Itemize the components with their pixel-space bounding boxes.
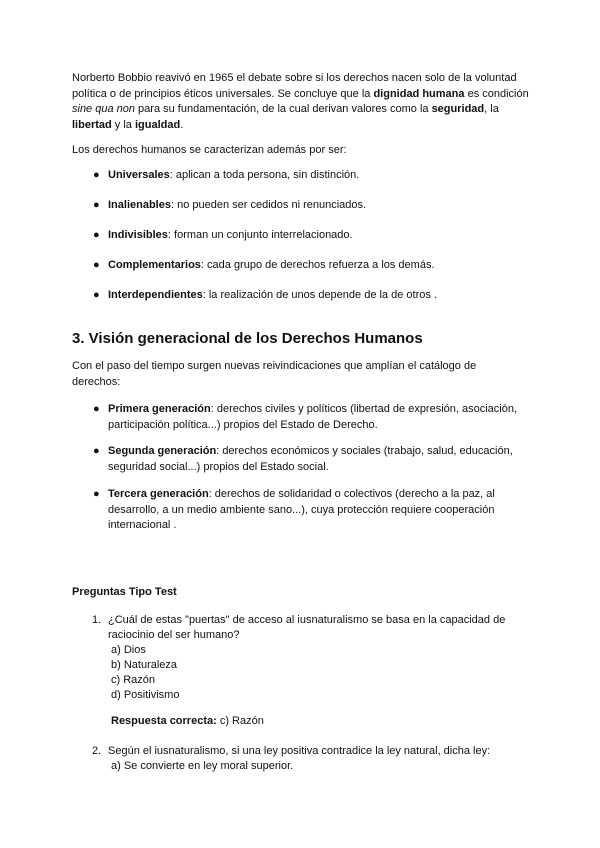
- question-2: [92, 744, 532, 774]
- option: a) Se convierte en ley moral superior.: [111, 760, 294, 772]
- term: Segunda generación: [108, 445, 217, 457]
- text: y la: [111, 118, 135, 131]
- desc: : cada grupo de derechos refuerza a los demás.: [200, 259, 435, 271]
- text: , la: [484, 103, 499, 115]
- list-item: [93, 228, 533, 244]
- desc: : la realización de unos depende de la de otros .: [202, 289, 437, 301]
- section-intro: Con el paso del tiempo surgen nuevas reivindicaciones que amplían el catálogo de derechos:: [72, 360, 477, 388]
- question-number: 1.: [92, 614, 102, 626]
- quiz-heading: Preguntas Tipo Test: [72, 586, 177, 598]
- option: b) Naturaleza: [111, 659, 178, 671]
- list-item: [93, 487, 533, 534]
- bullet-icon: ●: [93, 259, 100, 271]
- italic-term: sine qua non: [72, 103, 135, 115]
- desc: : forman un conjunto interrelacionado.: [167, 229, 353, 241]
- bullet-icon: ●: [93, 488, 100, 500]
- desc: : derechos de solidaridad o colectivos (derecho a la paz, al desarrollo, a un medio ambiente sano...), cuya protección requiere cooperación internacional .: [108, 488, 495, 531]
- text: Norberto Bobbio reavivó en 1965 el debate sobre si los derechos nacen solo de la voluntad política o de principios éticos universales. Se concluye que la: [72, 72, 517, 100]
- answer-value: c) Razón: [216, 715, 264, 727]
- list-item: [93, 198, 533, 214]
- option: a) Dios: [111, 644, 146, 656]
- section-heading: 3. Visión generacional de los Derechos Humanos: [72, 330, 423, 347]
- bullet-icon: ●: [93, 169, 100, 181]
- term: Indivisibles: [108, 229, 168, 241]
- bullet-icon: ●: [93, 289, 100, 301]
- text: para su fundamentación, de la cual derivan valores como la: [135, 103, 432, 115]
- list-item: [93, 258, 533, 274]
- desc: : derechos civiles y políticos (libertad de expresión, asociación, participación política...) propios del Estado de Derecho.: [108, 403, 518, 431]
- term: Primera generación: [108, 403, 211, 415]
- text: es condición: [464, 87, 529, 100]
- correct-answer: [111, 714, 532, 729]
- term: Universales: [108, 169, 170, 181]
- list-item: [93, 444, 533, 475]
- text: .: [180, 118, 184, 131]
- bullet-icon: ●: [93, 445, 100, 457]
- term: Inalienables: [108, 199, 171, 211]
- list-item: [93, 168, 533, 184]
- bullet-icon: ●: [93, 229, 100, 241]
- characteristics-intro: Los derechos humanos se caracterizan además por ser:: [72, 144, 347, 156]
- question-1: [92, 613, 532, 729]
- option: c) Razón: [111, 674, 156, 686]
- term: Complementarios: [108, 259, 201, 271]
- bold-term: libertad: [72, 118, 112, 131]
- question-text: Según el iusnaturalismo, si una ley positiva contradice la ley natural, dicha ley:: [108, 745, 491, 757]
- intro-paragraph: [72, 71, 532, 133]
- term: Tercera generación: [108, 488, 209, 500]
- bold-term: dignidad humana: [373, 87, 465, 100]
- option: d) Positivismo: [111, 689, 180, 701]
- bold-term: igualdad: [134, 118, 181, 131]
- desc: : no pueden ser cedidos ni renunciados.: [170, 199, 367, 211]
- bold-term: seguridad: [431, 103, 485, 115]
- list-item: [93, 288, 533, 304]
- term: Interdependientes: [108, 289, 203, 301]
- answer-label: Respuesta correcta:: [111, 715, 217, 727]
- bullet-icon: ●: [93, 199, 100, 211]
- question-number: 2.: [92, 745, 102, 757]
- desc: : derechos económicos y sociales (trabajo, salud, educación, seguridad social...) propios del Estado social.: [108, 445, 513, 473]
- bullet-icon: ●: [93, 403, 100, 415]
- list-item: [93, 402, 533, 433]
- question-text: ¿Cuál de estas "puertas" de acceso al iusnaturalismo se basa en la capacidad de raciocinio del ser humano?: [108, 614, 506, 641]
- desc: : aplican a toda persona, sin distinción.: [169, 169, 360, 181]
